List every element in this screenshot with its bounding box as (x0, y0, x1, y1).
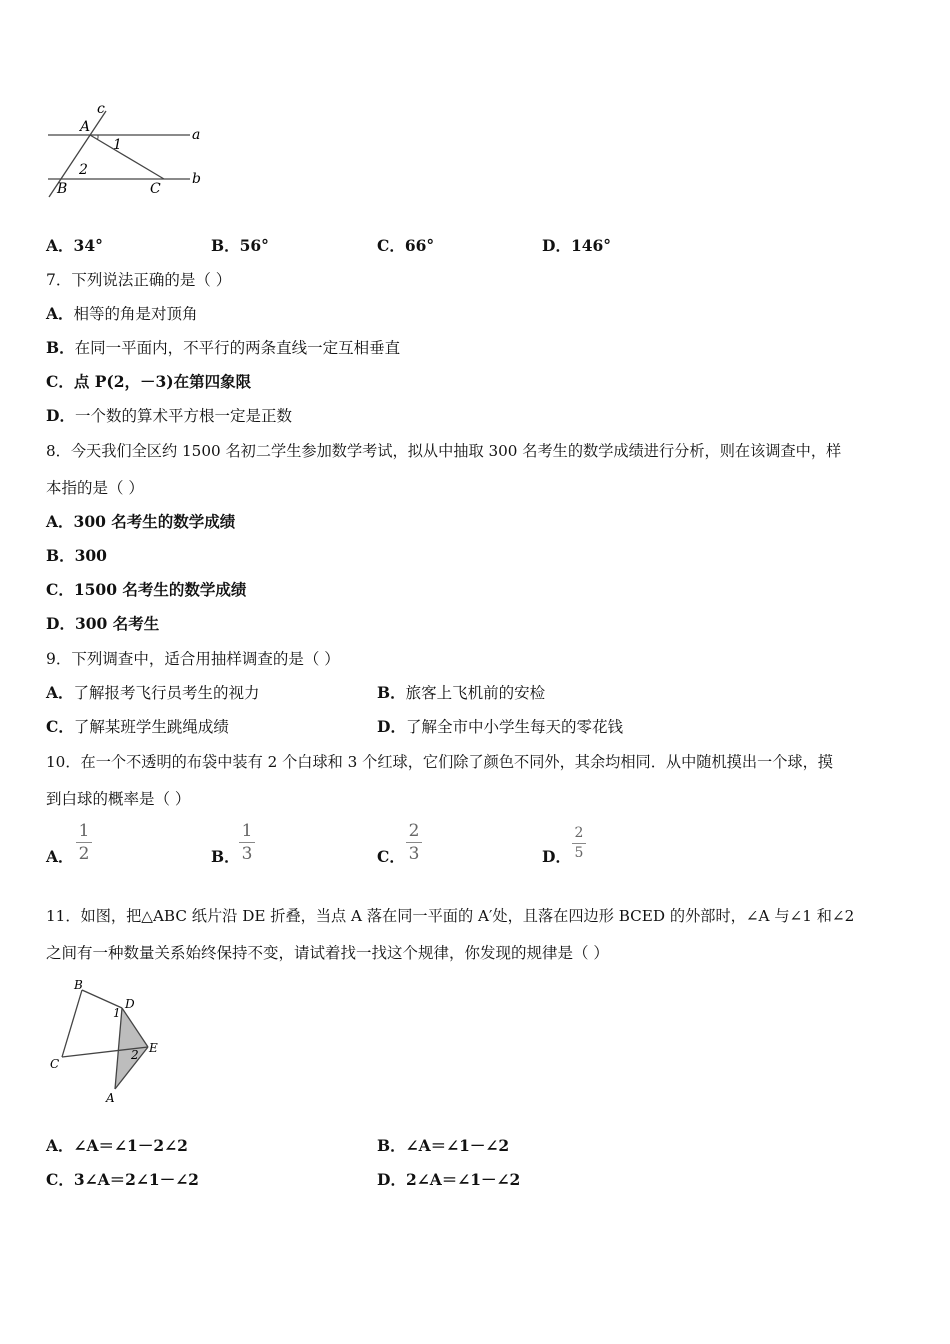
label-angle-1: 1 (113, 137, 122, 153)
segment-bc (62, 990, 82, 1057)
label-C: C (50, 1057, 60, 1071)
q9-option-b[interactable]: B．旅客上飞机前的安检 (377, 683, 546, 702)
q10-option-b[interactable]: B． (211, 847, 240, 866)
q10-fraction-a: 1 2 (76, 822, 92, 863)
label-a: a (192, 127, 201, 143)
q10-fraction-c: 2 3 (406, 822, 422, 863)
q10-stem-line2: 到白球的概率是（ ） (46, 790, 191, 808)
q6-option-c[interactable]: C．66° (377, 236, 435, 255)
label-c: c (97, 101, 105, 117)
q6-option-d[interactable]: D．146° (542, 236, 612, 255)
q7-option-c[interactable]: C．点 P(2，－3)在第四象限 (46, 372, 252, 391)
q6-option-b[interactable]: B．56° (211, 236, 269, 255)
q11-option-c[interactable]: C．3∠A＝2∠1－∠2 (46, 1170, 199, 1189)
q11-option-a[interactable]: A．∠A＝∠1－2∠2 (46, 1136, 188, 1155)
q11-stem-line2: 之间有一种数量关系始终保持不变，请试着找一找这个规律，你发现的规律是（ ） (46, 944, 609, 962)
q9-stem: 9．下列调查中，适合用抽样调查的是（ ） (46, 650, 340, 668)
segment-ac (90, 135, 164, 179)
q11-option-b[interactable]: B．∠A＝∠1－∠2 (377, 1136, 510, 1155)
label-B: B (74, 978, 83, 992)
label-angle-1: 1 (113, 1006, 121, 1020)
label-angle-2: 2 (79, 162, 88, 178)
q10-option-c[interactable]: C． (377, 847, 405, 866)
label-B: B (57, 181, 68, 197)
label-angle-2: 2 (131, 1048, 139, 1062)
folded-triangle-figure (44, 975, 174, 1110)
q8-option-d[interactable]: D．300 名考生 (46, 614, 160, 633)
q10-stem-line1: 10．在一个不透明的布袋中装有 2 个白球和 3 个红球，它们除了颜色不同外，其余均相同．从中随机摸出一个球，摸 (46, 753, 833, 771)
q10-fraction-d: 2 5 (572, 826, 586, 861)
q8-stem-line1: 8．今天我们全区约 1500 名初二学生参加数学考试，拟从中抽取 300 名考生的数学成绩进行分析，则在该调查中，样 (46, 442, 842, 460)
q11-stem-line1: 11．如图，把△ABC 纸片沿 DE 折叠，当点 A 落在同一平面的 A′处，且落在四边形 BCED 的外部时，∠A 与∠1 和∠2 (46, 907, 855, 925)
q8-option-b[interactable]: B．300 (46, 546, 107, 565)
q6-option-a[interactable]: A．34° (46, 236, 103, 255)
q7-stem: 7．下列说法正确的是（ ） (46, 271, 232, 289)
label-A: A (80, 119, 91, 135)
label-A: A (106, 1091, 115, 1105)
q10-fraction-b: 1 3 (239, 822, 255, 863)
label-b: b (192, 171, 201, 187)
q10-option-a[interactable]: A． (46, 847, 74, 866)
label-D: D (125, 997, 135, 1011)
q8-option-c[interactable]: C．1500 名考生的数学成绩 (46, 580, 247, 599)
q9-option-c[interactable]: C．了解某班学生跳绳成绩 (46, 717, 229, 736)
q8-stem-line2: 本指的是（ ） (46, 479, 144, 497)
q10-option-d[interactable]: D． (542, 847, 571, 866)
q7-option-a[interactable]: A．相等的角是对顶角 (46, 304, 198, 323)
q9-option-a[interactable]: A．了解报考飞行员考生的视力 (46, 683, 260, 702)
q11-option-d[interactable]: D．2∠A＝∠1－∠2 (377, 1170, 521, 1189)
q7-option-d[interactable]: D．一个数的算术平方根一定是正数 (46, 406, 292, 425)
angle-1-arc (98, 135, 99, 140)
parallel-lines-figure (40, 98, 210, 203)
q8-option-a[interactable]: A．300 名考生的数学成绩 (46, 512, 236, 531)
label-E: E (149, 1041, 158, 1055)
label-C: C (150, 181, 161, 197)
q9-option-d[interactable]: D．了解全市中小学生每天的零花钱 (377, 717, 623, 736)
q7-option-b[interactable]: B．在同一平面内，不平行的两条直线一定互相垂直 (46, 338, 401, 357)
